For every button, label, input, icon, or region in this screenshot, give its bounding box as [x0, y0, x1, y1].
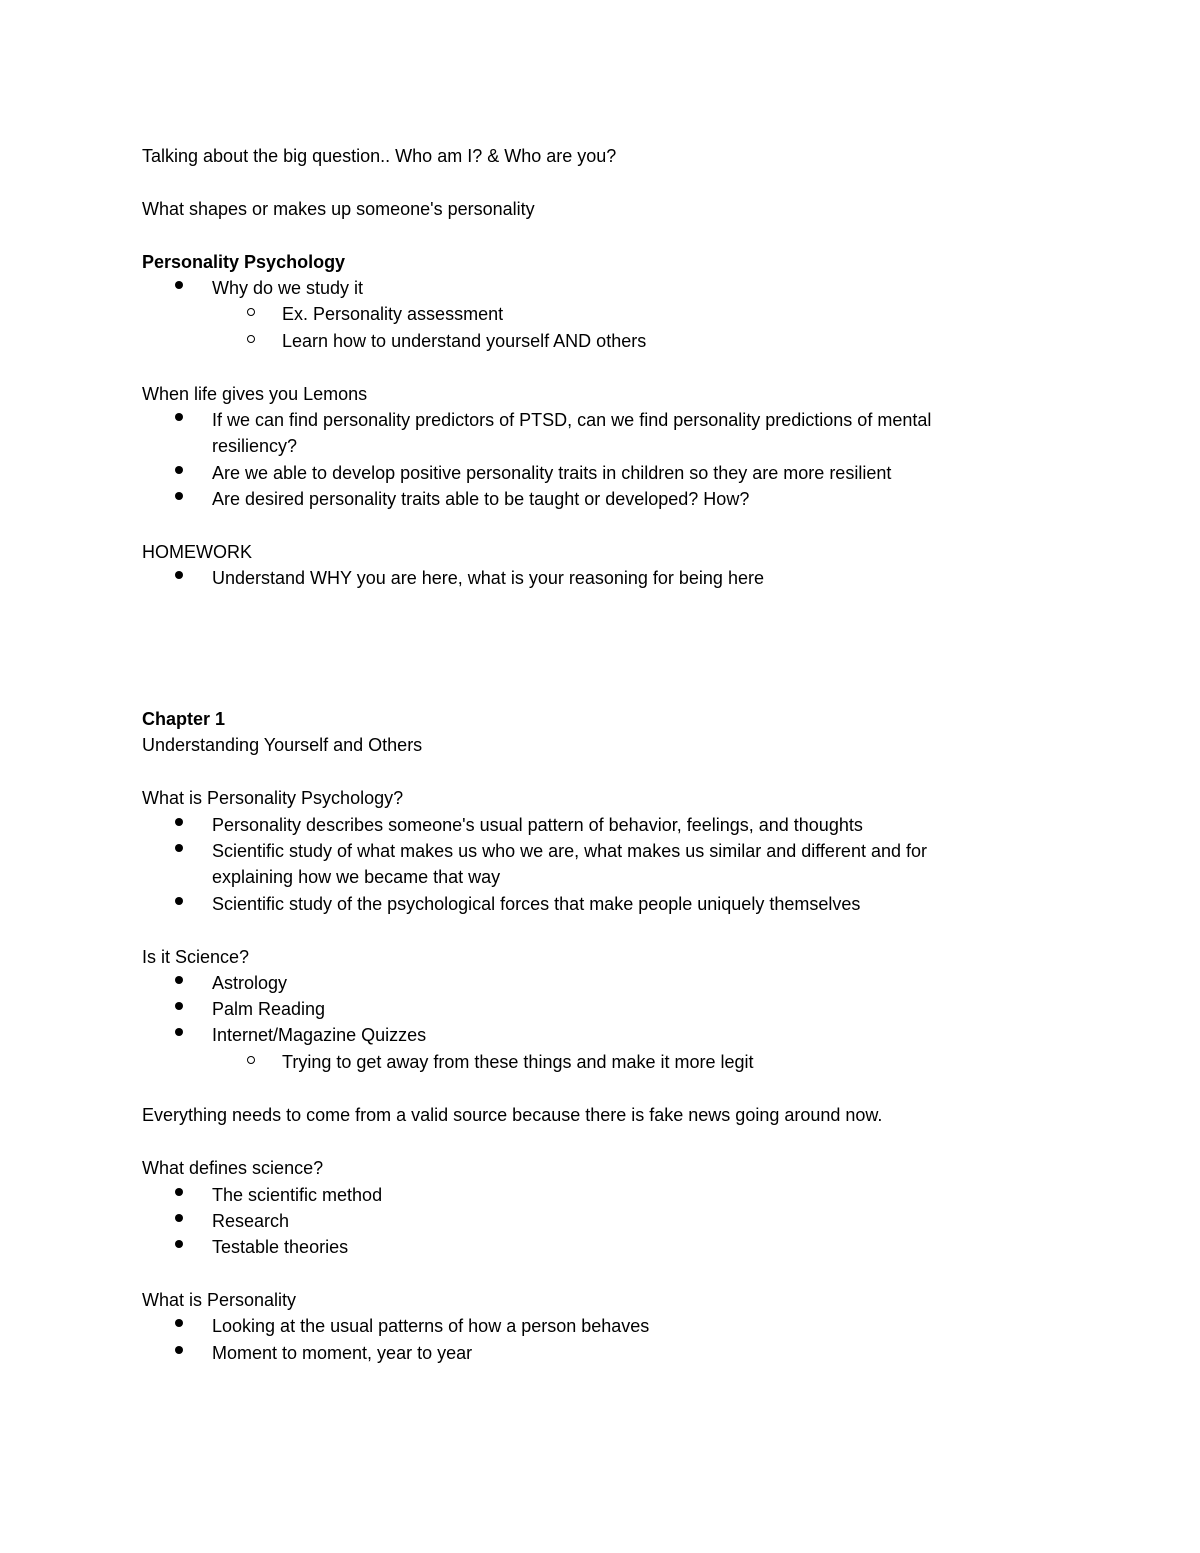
list-item: The scientific method — [212, 1185, 383, 1205]
list-item: Palm Reading — [212, 999, 326, 1019]
list-item: Astrology — [212, 973, 288, 993]
list-item-continuation: explaining how we became that way — [212, 867, 501, 887]
bullet-icon — [175, 1188, 183, 1196]
chapter-subtitle: Understanding Yourself and Others — [142, 735, 423, 755]
bullet-icon — [175, 492, 183, 500]
list-item: Looking at the usual patterns of how a person behaves — [212, 1316, 650, 1336]
chapter-title: Chapter 1 — [142, 709, 226, 729]
section-heading-what-is-personality: What is Personality — [142, 1290, 297, 1310]
bullet-icon — [175, 1002, 183, 1010]
bullet-icon — [175, 1214, 183, 1222]
bullet-icon — [175, 818, 183, 826]
section-heading-defines-science: What defines science? — [142, 1158, 324, 1178]
bullet-icon — [175, 844, 183, 852]
list-item: Are desired personality traits able to be taught or developed? How? — [212, 489, 750, 509]
bullet-icon — [175, 1028, 183, 1036]
list-item: Personality describes someone's usual pattern of behavior, feelings, and thoughts — [212, 815, 863, 835]
bullet-icon — [175, 413, 183, 421]
intro-line-1: Talking about the big question.. Who am I? & Who are you? — [142, 146, 617, 166]
open-circle-bullet-icon — [247, 308, 255, 316]
open-circle-bullet-icon — [247, 1056, 255, 1064]
list-item: Scientific study of what makes us who we are, what makes us similar and different and for — [212, 841, 927, 861]
list-item: Internet/Magazine Quizzes — [212, 1025, 427, 1045]
bullet-icon — [175, 1346, 183, 1354]
bullet-icon — [175, 897, 183, 905]
bullet-icon — [175, 1319, 183, 1327]
bullet-icon — [175, 976, 183, 984]
section-heading-personality-psychology: Personality Psychology — [142, 252, 346, 272]
list-item: Why do we study it — [212, 278, 364, 298]
list-item: Are we able to develop positive personality traits in children so they are more resilient — [212, 463, 892, 483]
bullet-icon — [175, 1240, 183, 1248]
list-item: Understand WHY you are here, what is your reasoning for being here — [212, 568, 764, 588]
section-heading-is-science: Is it Science? — [142, 947, 250, 967]
section-heading-homework: HOMEWORK — [142, 542, 252, 562]
intro-line-2: What shapes or makes up someone's personality — [142, 199, 535, 219]
open-circle-bullet-icon — [247, 335, 255, 343]
bullet-icon — [175, 466, 183, 474]
sub-list-item: Trying to get away from these things and make it more legit — [282, 1052, 754, 1072]
list-item: Scientific study of the psychological forces that make people uniquely themselves — [212, 894, 861, 914]
list-item: If we can find personality predictors of PTSD, can we find personality predictions of mental — [212, 410, 932, 430]
list-item: Testable theories — [212, 1237, 349, 1257]
section-heading-lemons: When life gives you Lemons — [142, 384, 368, 404]
sub-list-item: Learn how to understand yourself AND others — [282, 331, 647, 351]
list-item: Research — [212, 1211, 290, 1231]
bullet-icon — [175, 571, 183, 579]
bullet-icon — [175, 281, 183, 289]
sub-list-item: Ex. Personality assessment — [282, 304, 504, 324]
paragraph-valid-source: Everything needs to come from a valid source because there is fake news going around now. — [142, 1105, 883, 1125]
section-heading-what-is-pp: What is Personality Psychology? — [142, 788, 404, 808]
list-item-continuation: resiliency? — [212, 436, 298, 456]
list-item: Moment to moment, year to year — [212, 1343, 473, 1363]
